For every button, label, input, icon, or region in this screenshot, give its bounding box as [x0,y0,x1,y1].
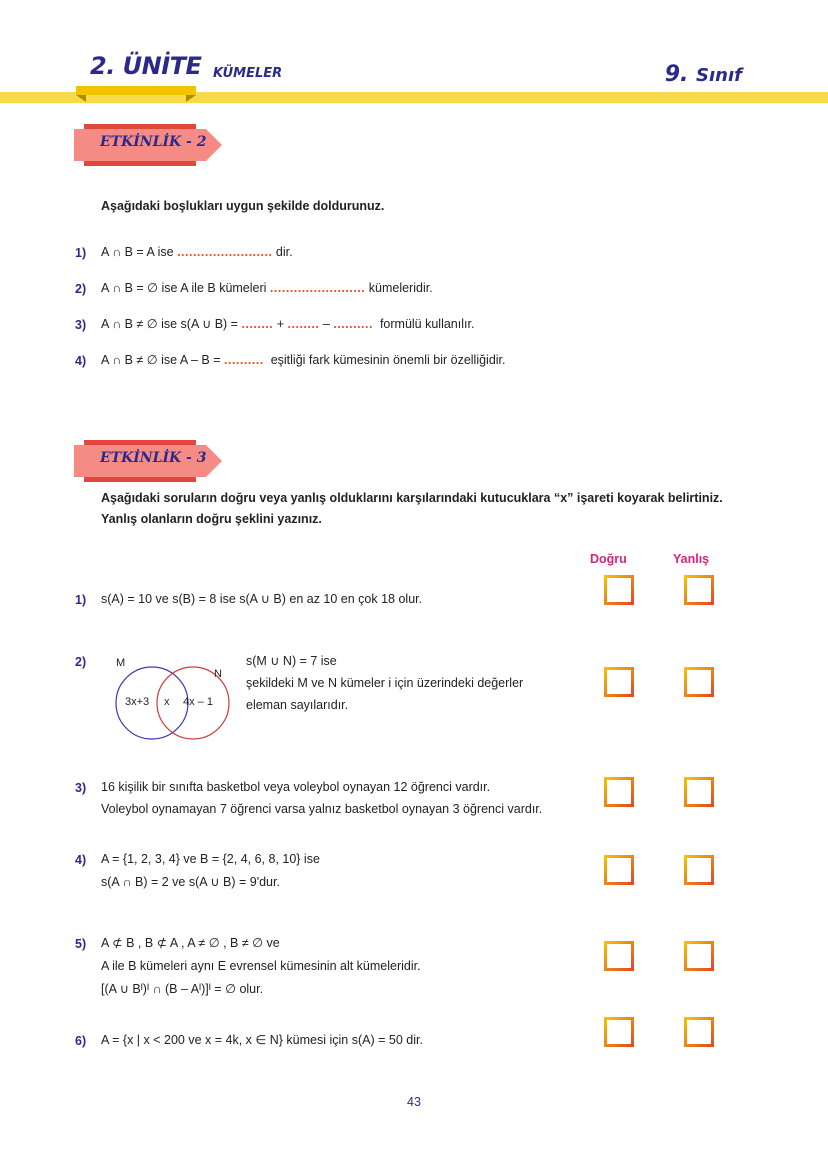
unit-title: 2. ÜNİTE [90,52,202,80]
header-tab [76,86,196,95]
q1-true-checkbox[interactable] [604,575,634,605]
blank[interactable]: ........ [241,317,274,331]
header-tab-fold-right [186,95,196,102]
venn-left-value: 3x+3 [125,696,150,708]
q4-number: 4) [75,853,87,867]
grade-label [665,62,742,87]
blank[interactable]: .......... [333,317,373,331]
q1-number: 1) [75,593,87,607]
venn-mid-value: x [164,696,170,708]
venn-right-value: 4x – 1 [183,696,213,708]
activity3-ribbon [74,440,222,482]
q5-false-checkbox[interactable] [684,941,714,971]
q2-text: s(M ∪ N) = 7 ise şekildeki M ve N kümeler i için üzerindeki değerler eleman sayılarıdır. [246,654,524,712]
a2-item1-number: 1) [75,246,87,260]
a2-item2: A ∩ B = ∅ ise A ile B kümeleri ........................ kümeleridir. [101,281,433,295]
q2-number: 2) [75,655,87,669]
grade-word: Sınıf [696,65,742,86]
blank[interactable]: ........................ [269,281,366,295]
q5-number: 5) [75,937,87,951]
activity3-instruction: Aşağıdaki soruların doğru veya yanlış olduklarını karşılarındaki kutucuklara “x” işareti koyarak belirtiniz. Yanlış olanların doğru şeklini yazınız. [101,491,723,526]
q3-true-checkbox[interactable] [604,777,634,807]
q4-true-checkbox[interactable] [604,855,634,885]
a2-item2-number: 2) [75,282,87,296]
q1-text: s(A) = 10 ve s(B) = 8 ise s(A ∪ B) en az 10 en çok 18 olur. [101,592,423,606]
header-tab-fold-left [76,95,86,102]
q3-text: 16 kişilik bir sınıfta basketbol veya voleybol oynayan 12 öğrenci vardır. Voleybol oynamayan 7 öğrenci varsa yalnız basketbol oynayan 3 öğrenci vardır. [101,780,543,816]
q6-false-checkbox[interactable] [684,1017,714,1047]
q5-true-checkbox[interactable] [604,941,634,971]
column-false: Yanlış [673,552,710,566]
a2-item4: A ∩ B ≠ ∅ ise A – B = .......... eşitliği fark kümesinin önemli bir özelliğidir. [101,353,506,367]
q4-false-checkbox[interactable] [684,855,714,885]
q6-text: A = {x | x < 200 ve x = 4k, x ∈ N} kümesi için s(A) = 50 dir. [101,1033,423,1047]
page-number: 43 [407,1095,421,1109]
topic-title: KÜMELER [213,66,283,81]
a2-item4-number: 4) [75,354,87,368]
blank[interactable]: ........ [287,317,320,331]
blank[interactable]: .......... [224,353,264,367]
q2-true-checkbox[interactable] [604,667,634,697]
q6-true-checkbox[interactable] [604,1017,634,1047]
activity3-title: ETKİNLİK - 3 [100,450,207,466]
column-true: Doğru [590,552,627,566]
grade-number: 9. [664,62,689,87]
q3-false-checkbox[interactable] [684,777,714,807]
q4-text: A = {1, 2, 3, 4} ve B = {2, 4, 6, 8, 10} ise s(A ∩ B) = 2 ve s(A ∪ B) = 9'dur. [101,852,320,889]
a2-item3: A ∩ B ≠ ∅ ise s(A ∪ B) = ........ + ........ – .......... formülü kullanılır. [101,317,475,331]
q1-false-checkbox[interactable] [684,575,714,605]
q2-false-checkbox[interactable] [684,667,714,697]
venn-label-m: M [116,657,126,669]
q6-number: 6) [75,1034,87,1048]
q5-text: A ⊄ B , B ⊄ A , A ≠ ∅ , B ≠ ∅ ve A ile B kümeleri aynı E evrensel kümesinin alt kümeleridir. [(A ∪ Bᴵ)ᴵ ∩ (B – Aᴵ)]ᴵ = ∅ olur. [101,936,421,996]
activity2-instruction: Aşağıdaki boşlukları uygun şekilde doldurunuz. [101,199,385,213]
q3-number: 3) [75,781,87,795]
a2-item3-number: 3) [75,318,87,332]
a2-item1: A ∩ B = A ise ........................ dir. [101,245,293,259]
activity2-title: ETKİNLİK - 2 [100,134,207,150]
venn-label-n: N [214,668,222,680]
blank[interactable]: ........................ [177,245,273,259]
activity2-ribbon [74,124,222,166]
